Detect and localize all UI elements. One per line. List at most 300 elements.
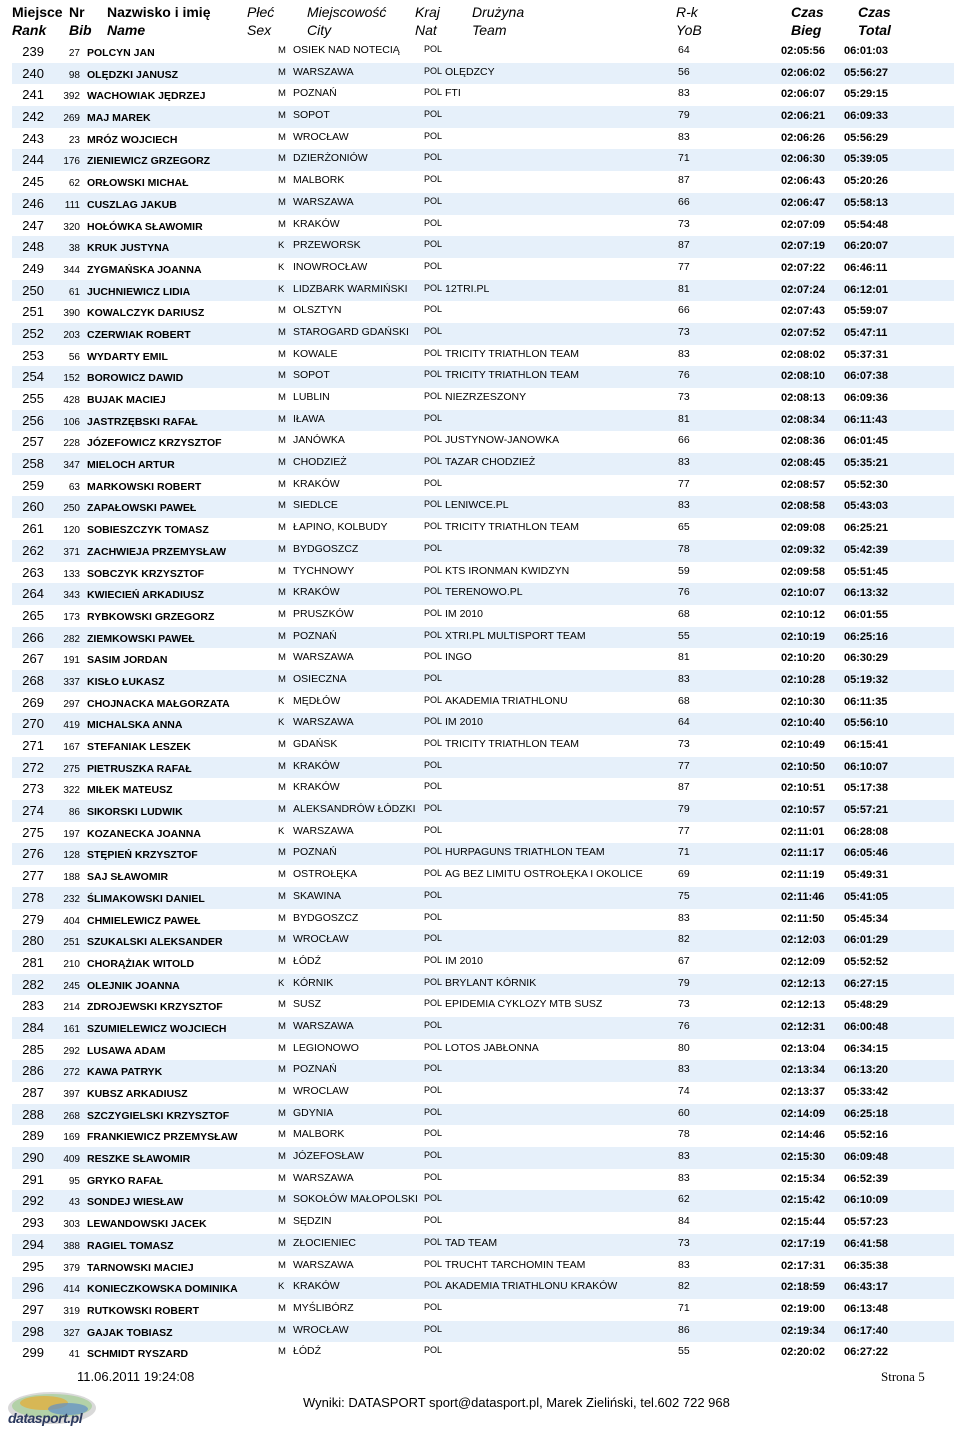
header-city-en: City bbox=[307, 22, 332, 38]
table-row bbox=[12, 1342, 954, 1364]
cell-bib: 86 bbox=[68, 807, 80, 819]
cell-yob: 82 bbox=[678, 1280, 690, 1293]
cell-yob: 79 bbox=[678, 803, 690, 816]
cell-sex: M bbox=[278, 1324, 286, 1336]
cell-city: LIDZBARK WARMIŃSKI bbox=[293, 282, 408, 295]
cell-nat: POL bbox=[424, 586, 443, 597]
header-team-pl: Drużyna bbox=[472, 4, 525, 20]
cell-name: TARNOWSKI MACIEJ bbox=[87, 1261, 194, 1274]
cell-total: 05:17:38 bbox=[844, 782, 889, 795]
cell-bib: 56 bbox=[68, 351, 80, 363]
cell-city: SĘDZIN bbox=[293, 1215, 332, 1228]
cell-city: ALEKSANDRÓW ŁÓDZKI bbox=[293, 803, 416, 816]
cell-yob: 83 bbox=[678, 911, 690, 924]
cell-total: 06:30:29 bbox=[844, 652, 889, 665]
cell-name: PIETRUSZKA RAFAŁ bbox=[87, 762, 192, 775]
cell-city: WARSZAWA bbox=[293, 651, 354, 664]
table-row bbox=[12, 215, 954, 237]
cell-nat: POL bbox=[424, 1085, 443, 1095]
cell-name: ZACHWIEJA PRZEMYSŁAW bbox=[87, 545, 227, 558]
cell-name: RUTKOWSKI ROBERT bbox=[87, 1304, 199, 1317]
cell-rank: 297 bbox=[22, 1301, 44, 1317]
cell-city: ŁÓDŹ bbox=[293, 954, 322, 967]
cell-city: KOWALE bbox=[293, 347, 338, 360]
cell-yob: 69 bbox=[678, 868, 690, 881]
cell-city: LEGIONOWO bbox=[293, 1041, 359, 1054]
cell-nat: POL bbox=[424, 1041, 443, 1052]
cell-bieg: 02:17:31 bbox=[781, 1259, 826, 1272]
cell-nat: POL bbox=[424, 998, 443, 1009]
cell-rank: 299 bbox=[22, 1345, 44, 1361]
cell-rank: 248 bbox=[22, 239, 44, 255]
header-name-en: Name bbox=[107, 22, 146, 38]
cell-yob: 73 bbox=[678, 1236, 690, 1249]
cell-total: 05:59:07 bbox=[844, 305, 889, 318]
cell-name: BUJAK MACIEJ bbox=[87, 394, 166, 406]
cell-yob: 78 bbox=[678, 1128, 690, 1141]
table-row bbox=[12, 627, 954, 649]
table-row bbox=[12, 1234, 954, 1256]
cell-sex: M bbox=[278, 587, 286, 599]
cell-city: ŁAPINO, KOLBUDY bbox=[293, 521, 388, 534]
cell-total: 05:58:13 bbox=[844, 196, 889, 209]
cell-rank: 277 bbox=[22, 868, 44, 884]
table-row bbox=[12, 887, 954, 909]
cell-bib: 232 bbox=[63, 893, 80, 905]
cell-sex: M bbox=[278, 1086, 286, 1097]
cell-team: AKADEMIA TRIATHLONU bbox=[445, 694, 568, 707]
cell-name: MIELOCH ARTUR bbox=[87, 459, 175, 472]
cell-name: POLCYN JAN bbox=[87, 47, 155, 59]
cell-city: MYŚLIBÓRZ bbox=[293, 1301, 354, 1314]
table-row bbox=[12, 843, 954, 865]
cell-city: BYDGOSZCZ bbox=[293, 911, 359, 924]
cell-total: 05:41:05 bbox=[844, 890, 889, 903]
cell-total: 06:09:36 bbox=[844, 392, 889, 404]
cell-sex: K bbox=[278, 977, 285, 989]
cell-sex: M bbox=[278, 45, 286, 56]
cell-yob: 83 bbox=[678, 130, 690, 143]
cell-bib: 344 bbox=[63, 264, 80, 276]
cell-sex: M bbox=[278, 1259, 286, 1271]
cell-nat: POL bbox=[424, 868, 443, 879]
cell-bib: 409 bbox=[63, 1154, 80, 1166]
cell-city: CHODZIEŻ bbox=[293, 456, 347, 469]
header-team-en: Team bbox=[472, 22, 507, 38]
cell-team: TRICITY TRIATHLON TEAM bbox=[445, 521, 579, 534]
cell-bieg: 02:13:37 bbox=[781, 1086, 826, 1098]
cell-sex: M bbox=[278, 478, 286, 490]
header-nat-pl: Kraj bbox=[415, 4, 440, 20]
cell-nat: POL bbox=[424, 846, 443, 857]
cell-team: TRICITY TRIATHLON TEAM bbox=[445, 369, 579, 382]
cell-name: KONIECZKOWSKA DOMINIKA bbox=[87, 1283, 238, 1296]
cell-rank: 280 bbox=[22, 933, 44, 949]
cell-sex: M bbox=[278, 652, 286, 664]
cell-nat: POL bbox=[424, 933, 443, 944]
header-nat-en: Nat bbox=[415, 22, 437, 38]
cell-total: 06:09:33 bbox=[844, 110, 889, 123]
table-row bbox=[12, 128, 954, 150]
cell-bib: 320 bbox=[63, 221, 80, 233]
cell-nat: POL bbox=[424, 651, 443, 662]
table-row bbox=[12, 171, 954, 193]
cell-city: WARSZAWA bbox=[293, 1258, 354, 1271]
cell-yob: 76 bbox=[678, 586, 690, 599]
cell-bib: 251 bbox=[63, 937, 80, 949]
cell-rank: 252 bbox=[22, 325, 44, 341]
cell-city: KRAKÓW bbox=[293, 759, 340, 772]
cell-bieg: 02:10:20 bbox=[781, 652, 826, 665]
cell-name: STEFANIAK LESZEK bbox=[87, 741, 191, 753]
cell-team: TRICITY TRIATHLON TEAM bbox=[445, 347, 579, 360]
cell-bib: 203 bbox=[63, 329, 80, 341]
header-yob-en: YoB bbox=[676, 22, 702, 38]
cell-bib: 322 bbox=[63, 785, 80, 797]
cell-bieg: 02:10:07 bbox=[781, 587, 826, 600]
cell-bieg: 02:10:51 bbox=[781, 782, 826, 795]
cell-sex: M bbox=[278, 110, 286, 122]
cell-bib: 303 bbox=[63, 1219, 80, 1231]
cell-yob: 81 bbox=[678, 282, 690, 295]
cell-nat: POL bbox=[424, 629, 443, 640]
table-row bbox=[12, 1169, 954, 1191]
cell-city: WARSZAWA bbox=[293, 1171, 354, 1184]
table-row bbox=[12, 1104, 954, 1126]
cell-total: 06:43:17 bbox=[844, 1281, 889, 1294]
cell-bib: 414 bbox=[63, 1284, 80, 1296]
table-row bbox=[12, 1299, 954, 1321]
cell-team: FTI bbox=[445, 87, 461, 100]
cell-bieg: 02:07:43 bbox=[781, 305, 826, 318]
cell-name: SAJ SŁAWOMIR bbox=[87, 871, 169, 884]
cell-bib: 379 bbox=[63, 1262, 80, 1274]
cell-city: OSTROŁĘKA bbox=[293, 868, 358, 881]
cell-yob: 87 bbox=[678, 781, 690, 794]
cell-total: 06:20:07 bbox=[844, 240, 889, 253]
cell-bieg: 02:12:13 bbox=[781, 999, 826, 1012]
cell-name: BOROWICZ DAWID bbox=[87, 372, 184, 385]
cell-sex: M bbox=[278, 1042, 286, 1054]
cell-rank: 251 bbox=[22, 304, 44, 320]
cell-nat: POL bbox=[424, 282, 443, 293]
table-row bbox=[12, 1147, 954, 1169]
cell-bieg: 02:09:08 bbox=[781, 522, 826, 535]
cell-yob: 56 bbox=[678, 65, 690, 78]
cell-bib: 173 bbox=[63, 611, 80, 623]
cell-total: 05:42:39 bbox=[844, 543, 889, 556]
cell-team: IM 2010 bbox=[445, 607, 483, 620]
table-row bbox=[12, 1125, 954, 1147]
cell-name: CHOJNACKA MAŁGORZATA bbox=[87, 697, 230, 710]
cell-city: ŁÓDŹ bbox=[293, 1345, 322, 1358]
cell-name: SIKORSKI LUDWIK bbox=[87, 806, 183, 819]
cell-rank: 246 bbox=[22, 195, 44, 211]
cell-nat: POL bbox=[424, 152, 443, 163]
cell-name: JASTRZĘBSKI RAFAŁ bbox=[87, 415, 198, 428]
cell-total: 05:39:05 bbox=[844, 153, 889, 166]
footer-credit: Wyniki: DATASPORT sport@datasport.pl, Marek Zieliński, tel.602 722 968 bbox=[303, 1395, 730, 1410]
cell-name: WYDARTY EMIL bbox=[87, 350, 168, 363]
cell-nat: POL bbox=[424, 1280, 443, 1291]
cell-rank: 281 bbox=[22, 954, 44, 970]
cell-bib: 371 bbox=[63, 546, 80, 558]
cell-bib: 319 bbox=[63, 1305, 80, 1317]
header-total-pl: Czas bbox=[858, 4, 891, 20]
cell-bieg: 02:06:43 bbox=[781, 175, 826, 188]
cell-sex: M bbox=[278, 392, 286, 403]
cell-bieg: 02:06:30 bbox=[781, 153, 826, 166]
cell-city: SOKOŁÓW MAŁOPOLSKI bbox=[293, 1193, 418, 1206]
cell-team: IM 2010 bbox=[445, 954, 483, 967]
table-row bbox=[12, 757, 954, 779]
cell-rank: 256 bbox=[22, 412, 44, 428]
cell-rank: 239 bbox=[22, 44, 44, 59]
cell-bib: 245 bbox=[63, 980, 80, 992]
cell-sex: M bbox=[278, 804, 286, 816]
cell-total: 05:49:31 bbox=[844, 869, 889, 882]
cell-nat: POL bbox=[424, 499, 443, 510]
cell-yob: 83 bbox=[678, 456, 690, 469]
cell-total: 05:52:30 bbox=[844, 478, 889, 491]
table-row bbox=[12, 1212, 954, 1234]
column-header bbox=[0, 4, 960, 42]
cell-city: TYCHNOWY bbox=[293, 564, 355, 577]
cell-rank: 245 bbox=[22, 174, 44, 190]
cell-city: STAROGARD GDAŃSKI bbox=[293, 325, 409, 338]
cell-sex: M bbox=[278, 955, 286, 967]
cell-nat: POL bbox=[424, 803, 443, 814]
cell-sex: M bbox=[278, 370, 286, 382]
table-row bbox=[12, 280, 954, 302]
cell-bieg: 02:10:28 bbox=[781, 673, 826, 686]
cell-bib: 272 bbox=[63, 1067, 80, 1079]
cell-yob: 82 bbox=[678, 933, 690, 946]
cell-sex: M bbox=[278, 847, 286, 859]
cell-nat: POL bbox=[424, 391, 443, 401]
cell-bib: 268 bbox=[63, 1110, 80, 1122]
cell-total: 05:51:45 bbox=[844, 565, 889, 578]
cell-city: WROCŁAW bbox=[293, 933, 349, 946]
cell-nat: POL bbox=[424, 781, 443, 792]
cell-bib: 95 bbox=[68, 1175, 80, 1187]
table-row bbox=[12, 518, 954, 540]
cell-bieg: 02:12:03 bbox=[781, 934, 826, 947]
cell-team: EPIDEMIA CYKLOZY MTB SUSZ bbox=[445, 998, 603, 1011]
cell-total: 06:11:43 bbox=[844, 413, 888, 426]
cell-bieg: 02:08:58 bbox=[781, 500, 826, 513]
cell-bieg: 02:11:01 bbox=[781, 825, 825, 838]
cell-bib: 176 bbox=[63, 156, 80, 168]
cell-city: JANÓWKA bbox=[293, 434, 345, 447]
cell-name: ZIEMKOWSKI PAWEŁ bbox=[87, 632, 195, 645]
header-bib-pl: Nr bbox=[69, 4, 85, 20]
table-row bbox=[12, 345, 954, 367]
cell-yob: 84 bbox=[678, 1215, 690, 1228]
cell-nat: POL bbox=[424, 759, 443, 770]
cell-yob: 75 bbox=[678, 889, 690, 902]
cell-rank: 241 bbox=[22, 87, 44, 103]
cell-name: MIŁEK MATEUSZ bbox=[87, 784, 173, 797]
cell-total: 06:46:11 bbox=[844, 261, 888, 274]
cell-sex: M bbox=[278, 760, 286, 772]
cell-city: OSIEK NAD NOTECIĄ bbox=[293, 44, 400, 56]
cell-rank: 285 bbox=[22, 1041, 44, 1057]
cell-city: KRAKÓW bbox=[293, 217, 340, 230]
cell-rank: 274 bbox=[22, 803, 44, 819]
cell-total: 05:20:26 bbox=[844, 175, 889, 188]
table-row bbox=[12, 583, 954, 605]
cell-bieg: 02:14:09 bbox=[781, 1107, 826, 1120]
table-row bbox=[12, 388, 954, 410]
cell-nat: POL bbox=[424, 542, 443, 553]
cell-total: 05:43:03 bbox=[844, 500, 889, 513]
cell-sex: M bbox=[278, 1172, 286, 1184]
table-row bbox=[12, 952, 954, 974]
cell-bib: 38 bbox=[68, 243, 80, 255]
cell-name: FRANKIEWICZ PRZEMYSŁAW bbox=[87, 1131, 238, 1144]
cell-nat: POL bbox=[424, 195, 443, 206]
cell-sex: M bbox=[278, 739, 286, 750]
cell-team: BRYLANT KÓRNIK bbox=[445, 976, 537, 989]
cell-bib: 275 bbox=[63, 763, 80, 775]
cell-total: 06:41:58 bbox=[844, 1237, 889, 1250]
cell-sex: M bbox=[278, 1020, 286, 1032]
cell-bib: 188 bbox=[63, 872, 80, 884]
cell-yob: 78 bbox=[678, 542, 690, 555]
cell-nat: POL bbox=[424, 1106, 443, 1117]
cell-rank: 275 bbox=[22, 824, 44, 840]
cell-nat: POL bbox=[424, 130, 443, 141]
cell-rank: 265 bbox=[22, 607, 44, 623]
cell-rank: 240 bbox=[22, 65, 44, 81]
cell-yob: 64 bbox=[678, 44, 690, 56]
cell-rank: 279 bbox=[22, 911, 44, 927]
table-row bbox=[12, 1082, 954, 1104]
cell-sex: M bbox=[278, 565, 286, 577]
cell-city: GDYNIA bbox=[293, 1106, 334, 1119]
cell-rank: 263 bbox=[22, 564, 44, 580]
cell-total: 05:33:42 bbox=[844, 1086, 889, 1098]
logo-text: datasport.pl bbox=[8, 1410, 83, 1426]
table-row bbox=[12, 800, 954, 822]
cell-rank: 244 bbox=[22, 152, 44, 168]
table-row bbox=[12, 323, 954, 345]
cell-total: 06:01:03 bbox=[844, 45, 889, 57]
cell-team: KTS IRONMAN KWIDZYN bbox=[445, 564, 570, 577]
cell-total: 06:52:39 bbox=[844, 1172, 889, 1185]
cell-bib: 23 bbox=[68, 134, 80, 146]
header-yob-pl: R-k bbox=[676, 4, 698, 20]
cell-bieg: 02:06:07 bbox=[781, 88, 826, 101]
cell-nat: POL bbox=[424, 347, 443, 358]
cell-city: ZŁOCIENIEC bbox=[293, 1236, 357, 1249]
cell-name: SOBIESZCZYK TOMASZ bbox=[87, 524, 209, 537]
cell-nat: POL bbox=[424, 174, 443, 185]
cell-nat: POL bbox=[424, 1128, 443, 1139]
cell-nat: POL bbox=[424, 976, 443, 987]
cell-name: MICHALSKA ANNA bbox=[87, 719, 183, 732]
cell-nat: POL bbox=[424, 412, 443, 423]
results-table bbox=[12, 41, 954, 1364]
cell-city: PRUSZKÓW bbox=[293, 607, 354, 620]
table-row bbox=[12, 236, 954, 258]
cell-sex: M bbox=[278, 673, 286, 685]
cell-bib: 250 bbox=[63, 503, 80, 515]
cell-city: GDAŃSK bbox=[293, 738, 338, 750]
cell-bib: 43 bbox=[68, 1197, 80, 1209]
cell-bib: 397 bbox=[63, 1089, 80, 1100]
cell-team: OLĘDZCY bbox=[445, 65, 495, 78]
cell-name: LEWANDOWSKI JACEK bbox=[87, 1218, 207, 1231]
cell-nat: POL bbox=[424, 607, 443, 618]
cell-nat: POL bbox=[424, 1345, 443, 1356]
cell-yob: 77 bbox=[678, 824, 690, 837]
cell-yob: 65 bbox=[678, 521, 690, 534]
cell-yob: 55 bbox=[678, 629, 690, 642]
table-row bbox=[12, 778, 954, 800]
cell-bieg: 02:08:57 bbox=[781, 478, 826, 491]
table-row bbox=[12, 735, 954, 757]
cell-city: POZNAŃ bbox=[293, 629, 337, 642]
cell-sex: M bbox=[278, 630, 286, 642]
cell-bib: 106 bbox=[63, 416, 80, 428]
cell-team: 12TRI.PL bbox=[445, 282, 490, 295]
cell-name: ZDROJEWSKI KRZYSZTOF bbox=[87, 1001, 223, 1014]
cell-yob: 83 bbox=[678, 1171, 690, 1184]
cell-yob: 66 bbox=[678, 434, 690, 447]
cell-team: IM 2010 bbox=[445, 716, 483, 729]
cell-name: KRUK JUSTYNA bbox=[87, 242, 170, 255]
cell-city: LUBLIN bbox=[293, 391, 330, 403]
cell-rank: 298 bbox=[22, 1323, 44, 1339]
cell-name: MAJ MAREK bbox=[87, 112, 151, 125]
cell-yob: 71 bbox=[678, 152, 690, 165]
cell-rank: 258 bbox=[22, 456, 44, 472]
cell-city: MALBORK bbox=[293, 174, 345, 187]
cell-city: KRAKÓW bbox=[293, 477, 340, 490]
cell-city: POZNAŃ bbox=[293, 1063, 337, 1076]
cell-name: CHORĄŻIAK WITOLD bbox=[87, 957, 195, 970]
cell-bieg: 02:19:34 bbox=[781, 1324, 826, 1337]
cell-yob: 83 bbox=[678, 347, 690, 360]
cell-team: AG BEZ LIMITU OSTROŁĘKA I OKOLICE bbox=[445, 868, 643, 881]
cell-yob: 73 bbox=[678, 998, 690, 1011]
cell-bieg: 02:07:19 bbox=[781, 240, 826, 253]
cell-total: 06:15:41 bbox=[844, 739, 889, 751]
cell-bieg: 02:15:34 bbox=[781, 1172, 826, 1185]
cell-total: 06:13:48 bbox=[844, 1302, 889, 1315]
cell-bieg: 02:13:34 bbox=[781, 1064, 826, 1077]
cell-sex: M bbox=[278, 543, 286, 555]
cell-nat: POL bbox=[424, 456, 443, 467]
cell-bieg: 02:10:40 bbox=[781, 717, 826, 730]
table-row bbox=[12, 84, 954, 106]
cell-rank: 284 bbox=[22, 1019, 44, 1035]
header-bieg-en: Bieg bbox=[791, 22, 822, 38]
cell-total: 06:17:40 bbox=[844, 1324, 889, 1337]
cell-yob: 60 bbox=[678, 1106, 690, 1119]
table-row bbox=[12, 1017, 954, 1039]
cell-name: GRYKO RAFAŁ bbox=[87, 1174, 164, 1187]
cell-bieg: 02:07:09 bbox=[781, 218, 826, 231]
cell-rank: 242 bbox=[22, 109, 44, 125]
cell-bib: 111 bbox=[64, 199, 80, 211]
cell-rank: 289 bbox=[22, 1128, 44, 1144]
table-row bbox=[12, 496, 954, 518]
table-row bbox=[12, 995, 954, 1017]
cell-bib: 133 bbox=[63, 568, 80, 580]
